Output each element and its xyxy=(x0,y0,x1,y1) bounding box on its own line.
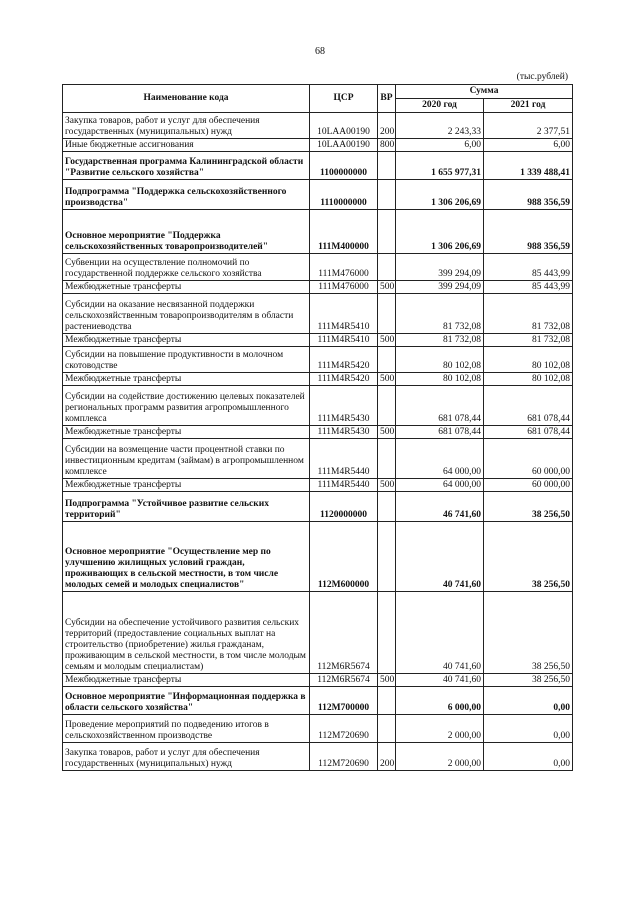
cell-csr: 1120000000 xyxy=(310,492,378,522)
table-row xyxy=(63,492,573,522)
cell-sum-2021: 6,00 xyxy=(484,139,573,152)
table-row xyxy=(63,139,573,152)
cell-sum-2020: 6,00 xyxy=(396,139,484,152)
cell-sum-2021: 2 377,51 xyxy=(484,113,573,139)
cell-csr: 111M4R5410 xyxy=(310,294,378,334)
table-body xyxy=(63,113,573,771)
cell-sum-2021: 0,00 xyxy=(484,715,573,743)
header-sum: Сумма xyxy=(396,85,573,99)
cell-csr: 111M4R5420 xyxy=(310,373,378,386)
cell-name: Основное мероприятие "Осуществление мер по улучшению жилищных условий граждан, проживающих в сельской местности, в том числе молодых семей и молодых специалистов" xyxy=(63,522,310,592)
cell-name: Подпрограмма "Поддержка сельскохозяйственного производства" xyxy=(63,180,310,210)
cell-sum-2020: 80 102,08 xyxy=(396,373,484,386)
cell-vr xyxy=(378,386,396,426)
cell-sum-2021: 85 443,99 xyxy=(484,281,573,294)
cell-sum-2020: 40 741,60 xyxy=(396,522,484,592)
table-row xyxy=(63,386,573,426)
cell-sum-2020: 6 000,00 xyxy=(396,687,484,715)
cell-sum-2021: 38 256,50 xyxy=(484,674,573,687)
header-year-2021: 2021 год xyxy=(484,99,573,113)
table-row xyxy=(63,715,573,743)
cell-sum-2020: 681 078,44 xyxy=(396,386,484,426)
cell-vr xyxy=(378,492,396,522)
cell-name: Субсидии на повышение продуктивности в молочном скотоводстве xyxy=(63,347,310,373)
cell-sum-2020: 40 741,60 xyxy=(396,592,484,674)
cell-vr xyxy=(378,439,396,479)
units-label: (тыс.рублей) xyxy=(516,72,568,82)
cell-sum-2020: 81 732,08 xyxy=(396,294,484,334)
table-row xyxy=(63,439,573,479)
cell-name: Субсидии на содействие достижению целевых показателей региональных программ развития агропромышленного комплекса xyxy=(63,386,310,426)
table-row xyxy=(63,592,573,674)
cell-csr: 112M720690 xyxy=(310,715,378,743)
header-csr: ЦСР xyxy=(310,85,378,113)
cell-csr: 10LAA00190 xyxy=(310,113,378,139)
cell-csr: 111M476000 xyxy=(310,281,378,294)
cell-sum-2021: 988 356,59 xyxy=(484,210,573,254)
cell-csr: 111M4R5420 xyxy=(310,347,378,373)
cell-sum-2021: 681 078,44 xyxy=(484,386,573,426)
cell-sum-2020: 681 078,44 xyxy=(396,426,484,439)
cell-csr: 112M600000 xyxy=(310,522,378,592)
header-vr: ВР xyxy=(378,85,396,113)
cell-sum-2021: 80 102,08 xyxy=(484,347,573,373)
table-row xyxy=(63,347,573,373)
page-number: 68 xyxy=(315,46,325,57)
cell-name: Субсидии на оказание несвязанной поддержки сельскохозяйственным товаропроизводителям в области растениеводства xyxy=(63,294,310,334)
cell-sum-2020: 2 000,00 xyxy=(396,743,484,771)
cell-name: Межбюджетные трансферты xyxy=(63,674,310,687)
table-row xyxy=(63,210,573,254)
cell-vr: 200 xyxy=(378,113,396,139)
cell-sum-2021: 988 356,59 xyxy=(484,180,573,210)
cell-vr: 500 xyxy=(378,281,396,294)
cell-vr: 500 xyxy=(378,674,396,687)
cell-sum-2020: 64 000,00 xyxy=(396,439,484,479)
cell-sum-2020: 399 294,09 xyxy=(396,281,484,294)
cell-name: Подпрограмма "Устойчивое развитие сельских территорий" xyxy=(63,492,310,522)
cell-name: Межбюджетные трансферты xyxy=(63,373,310,386)
cell-csr: 111M4R5410 xyxy=(310,334,378,347)
cell-name: Субсидии на обеспечение устойчивого развития сельских территорий (предоставление социальных выплат на строительство (приобретение) жилья гражданам, проживающим в сельской местности, в том числе молодым семьям и молодым специалистам) xyxy=(63,592,310,674)
cell-sum-2020: 80 102,08 xyxy=(396,347,484,373)
cell-sum-2020: 2 243,33 xyxy=(396,113,484,139)
cell-name: Закупка товаров, работ и услуг для обеспечения государственных (муниципальных) нужд xyxy=(63,113,310,139)
cell-sum-2021: 0,00 xyxy=(484,687,573,715)
cell-csr: 111M4R5440 xyxy=(310,479,378,492)
table-row xyxy=(63,674,573,687)
table-row xyxy=(63,743,573,771)
cell-vr xyxy=(378,715,396,743)
cell-vr xyxy=(378,347,396,373)
cell-name: Закупка товаров, работ и услуг для обеспечения государственных (муниципальных) нужд xyxy=(63,743,310,771)
cell-sum-2020: 64 000,00 xyxy=(396,479,484,492)
cell-name: Субсидии на возмещение части процентной ставки по инвестиционным кредитам (займам) в агропромышленном комплексе xyxy=(63,439,310,479)
cell-sum-2021: 81 732,08 xyxy=(484,334,573,347)
cell-csr: 111M476000 xyxy=(310,254,378,281)
table-row xyxy=(63,294,573,334)
table-row xyxy=(63,180,573,210)
cell-vr: 200 xyxy=(378,743,396,771)
cell-sum-2021: 38 256,50 xyxy=(484,522,573,592)
cell-name: Межбюджетные трансферты xyxy=(63,479,310,492)
cell-vr: 800 xyxy=(378,139,396,152)
cell-vr: 500 xyxy=(378,334,396,347)
header-name: Наименование кода xyxy=(63,85,310,113)
table-row xyxy=(63,479,573,492)
header-year-2020: 2020 год xyxy=(396,99,484,113)
cell-name: Основное мероприятие "Поддержка сельскохозяйственных товаропроизводителей" xyxy=(63,210,310,254)
cell-name: Межбюджетные трансферты xyxy=(63,334,310,347)
cell-vr: 500 xyxy=(378,479,396,492)
cell-sum-2021: 681 078,44 xyxy=(484,426,573,439)
table-row xyxy=(63,426,573,439)
cell-csr: 10LAA00190 xyxy=(310,139,378,152)
table-row xyxy=(63,373,573,386)
table-row xyxy=(63,152,573,180)
cell-sum-2020: 2 000,00 xyxy=(396,715,484,743)
cell-sum-2021: 0,00 xyxy=(484,743,573,771)
cell-sum-2020: 1 306 206,69 xyxy=(396,210,484,254)
budget-table xyxy=(62,84,573,771)
cell-vr xyxy=(378,522,396,592)
table-row xyxy=(63,687,573,715)
cell-csr: 112M700000 xyxy=(310,687,378,715)
cell-name: Межбюджетные трансферты xyxy=(63,426,310,439)
cell-csr: 112M720690 xyxy=(310,743,378,771)
table-row xyxy=(63,113,573,139)
cell-csr: 111M4R5430 xyxy=(310,386,378,426)
cell-name: Субвенции на осуществление полномочий по государственной поддержке сельского хозяйства xyxy=(63,254,310,281)
cell-vr xyxy=(378,592,396,674)
cell-sum-2020: 40 741,60 xyxy=(396,674,484,687)
table-row xyxy=(63,522,573,592)
cell-vr: 500 xyxy=(378,426,396,439)
cell-vr: 500 xyxy=(378,373,396,386)
cell-sum-2021: 81 732,08 xyxy=(484,294,573,334)
cell-sum-2020: 81 732,08 xyxy=(396,334,484,347)
cell-csr: 1100000000 xyxy=(310,152,378,180)
cell-vr xyxy=(378,152,396,180)
cell-csr: 1110000000 xyxy=(310,180,378,210)
cell-sum-2021: 80 102,08 xyxy=(484,373,573,386)
cell-vr xyxy=(378,210,396,254)
cell-name: Проведение мероприятий по подведению итогов в сельскохозяйственном производстве xyxy=(63,715,310,743)
cell-name: Основное мероприятие "Информационная поддержка в области сельского хозяйства" xyxy=(63,687,310,715)
cell-sum-2021: 60 000,00 xyxy=(484,479,573,492)
cell-sum-2020: 1 655 977,31 xyxy=(396,152,484,180)
cell-name: Государственная программа Калининградской области "Развитие сельского хозяйства" xyxy=(63,152,310,180)
cell-vr xyxy=(378,254,396,281)
cell-vr xyxy=(378,180,396,210)
cell-vr xyxy=(378,687,396,715)
cell-sum-2021: 85 443,99 xyxy=(484,254,573,281)
cell-sum-2021: 38 256,50 xyxy=(484,592,573,674)
table-row xyxy=(63,281,573,294)
cell-csr: 111M4R5430 xyxy=(310,426,378,439)
cell-csr: 112M6R5674 xyxy=(310,592,378,674)
cell-sum-2020: 399 294,09 xyxy=(396,254,484,281)
cell-sum-2021: 60 000,00 xyxy=(484,439,573,479)
table-row xyxy=(63,254,573,281)
cell-name: Межбюджетные трансферты xyxy=(63,281,310,294)
cell-sum-2020: 46 741,60 xyxy=(396,492,484,522)
cell-sum-2021: 1 339 488,41 xyxy=(484,152,573,180)
cell-csr: 112M6R5674 xyxy=(310,674,378,687)
cell-name: Иные бюджетные ассигнования xyxy=(63,139,310,152)
cell-csr: 111M400000 xyxy=(310,210,378,254)
cell-sum-2021: 38 256,50 xyxy=(484,492,573,522)
cell-csr: 111M4R5440 xyxy=(310,439,378,479)
cell-vr xyxy=(378,294,396,334)
table-row xyxy=(63,334,573,347)
cell-sum-2020: 1 306 206,69 xyxy=(396,180,484,210)
